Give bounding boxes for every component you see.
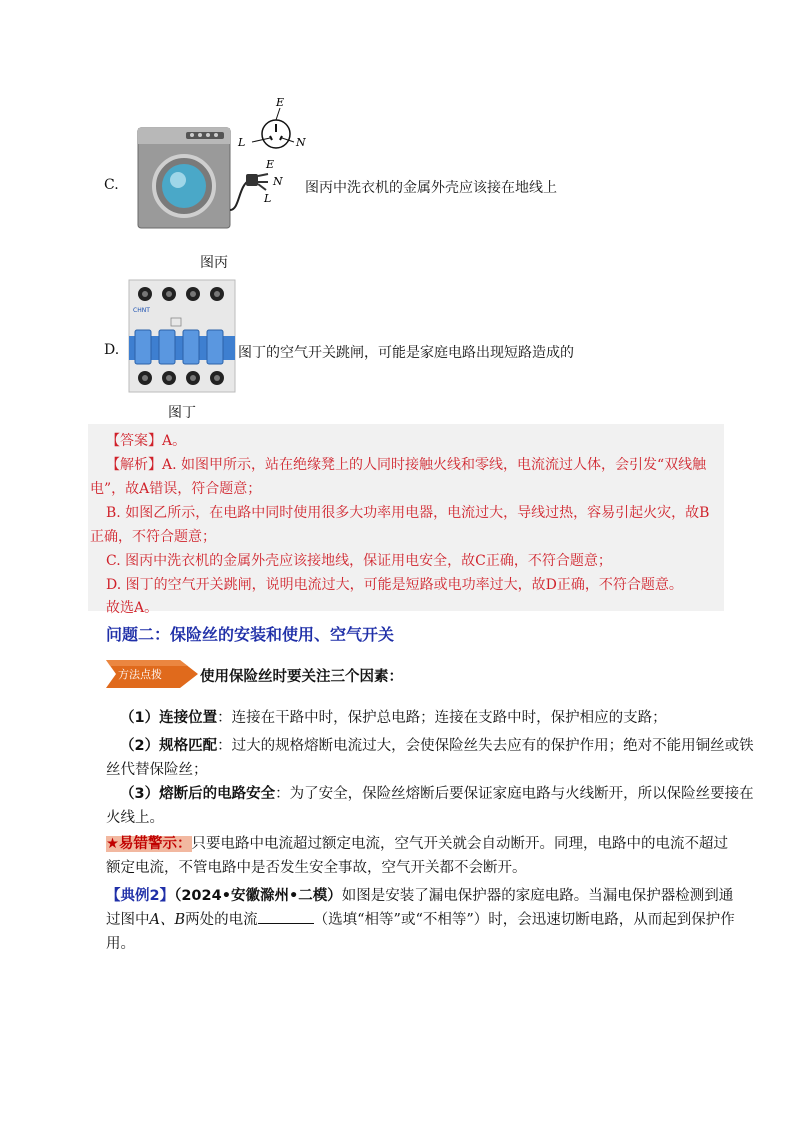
washing-machine-figure — [128, 90, 308, 240]
analysis-line: B. 如图乙所示，在电路中同时使用很多大功率用电器，电流过大，导线过热，容易引起火灾，故B — [106, 505, 710, 521]
method-badge-label: 方法点拨 — [118, 668, 162, 681]
option-d-letter: D. — [104, 342, 120, 358]
brand-label: CHNT — [133, 307, 150, 314]
point-1: （1）连接位置：连接在干路中时，保护总电路；连接在支路中时，保护相应的支路； — [120, 710, 667, 726]
point-3: （3）熔断后的电路安全：为了安全，保险丝熔断后要保证家庭电路与火线断开，所以保险丝要接在 — [120, 786, 754, 802]
socket-l-label: L — [238, 136, 246, 149]
analysis-line: C. 图丙中洗衣机的金属外壳应该接地线，保证用电安全，故C正确，不符合题意； — [106, 553, 612, 569]
point-2-cont: 丝代替保险丝； — [106, 762, 208, 778]
example-line-3: 用。 — [106, 936, 135, 952]
socket-e-label: E — [276, 96, 285, 109]
method-intro: 使用保险丝时要关注三个因素： — [200, 669, 403, 685]
option-c-text: 图丙中洗衣机的金属外壳应该接在地线上 — [305, 180, 557, 196]
analysis-line: 【解析】A. 如图甲所示，站在绝缘凳上的人同时接触火线和零线，电流流过人体，会引发“双线触 — [106, 457, 707, 473]
plug-n-label: N — [273, 175, 283, 188]
warning-label: ★易错警示： — [106, 836, 192, 852]
plug-l-label: L — [264, 192, 272, 205]
plug-e-label: E — [266, 158, 275, 171]
point-2: （2）规格匹配：过大的规格熔断电流过大，会使保险丝失去应有的保护作用；绝对不能用铜丝或铁 — [120, 738, 754, 754]
example-line-1: 【典例2】（2024•安徽滁州•二模）如图是安装了漏电保护器的家庭电路。当漏电保护器检测到通 — [106, 888, 734, 904]
analysis-line: D. 图丁的空气开关跳闸，说明电流过大，可能是短路或电功率过大，故D正确，不符合题意。 — [106, 577, 683, 593]
figure-d-caption: 图丁 — [168, 405, 196, 421]
warning-cont: 额定电流，不管电路中是否发生安全事故，空气开关都不会断开。 — [106, 860, 527, 876]
analysis-line: 故选A。 — [106, 600, 159, 616]
circuit-breaker-figure — [127, 278, 237, 394]
section-title: 问题二：保险丝的安装和使用、空气开关 — [106, 625, 395, 644]
warning-line: ★易错警示：只要电路中电流超过额定电流，空气开关就会自动断开。同理，电路中的电流不超过 — [106, 836, 728, 852]
analysis-line: 电”，故A错误，符合题意； — [90, 481, 262, 497]
option-c-letter: C. — [104, 177, 119, 193]
figure-c-caption: 图丙 — [200, 255, 228, 271]
analysis-line: 正确，不符合题意； — [90, 529, 216, 545]
answer-blank[interactable] — [258, 911, 314, 924]
example-line-2: 过图中A、B两处的电流 （选填“相等”或“不相等”）时，会迅速切断电路，从而起到保护作 — [106, 912, 735, 928]
point-3-cont: 火线上。 — [106, 810, 164, 826]
option-d-text: 图丁的空气开关跳闸，可能是家庭电路出现短路造成的 — [238, 345, 574, 361]
socket-n-label: N — [296, 136, 306, 149]
answer-line: 【答案】A。 — [106, 433, 187, 449]
